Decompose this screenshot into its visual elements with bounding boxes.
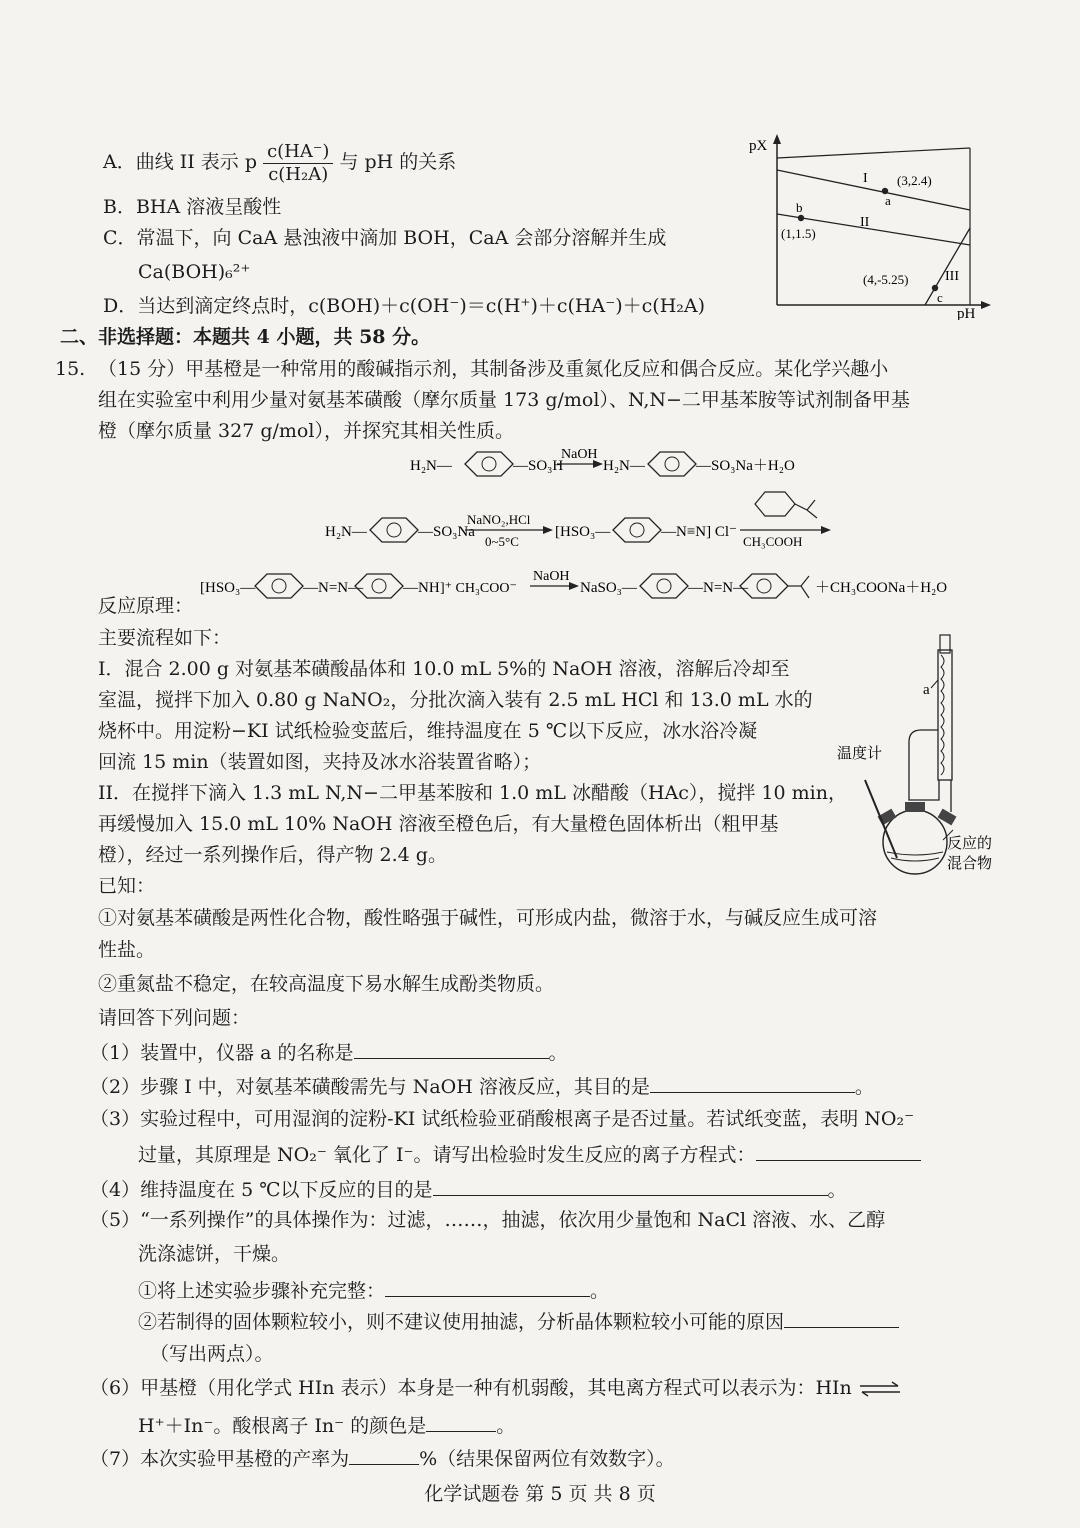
svg-text:NaOH: NaOH	[533, 569, 570, 584]
sub6-line2	[138, 1411, 515, 1439]
svg-text:0~5°C: 0~5°C	[485, 534, 519, 549]
option-c-line1: C．常温下，向 CaA 悬浊液中滴加 BOH，CaA 会部分溶解并生成	[103, 227, 667, 249]
equilibrium-arrow-icon	[858, 1381, 902, 1397]
q15-intro-line3: 橙（摩尔质量 327 g/mol），并探究其相关性质。	[98, 420, 514, 442]
svg-text:—SO₃H: —SO₃H	[513, 458, 564, 474]
flow-title: 主要流程如下：	[98, 627, 232, 649]
point-c-coord: (4,-5.25)	[863, 272, 909, 287]
svg-text:混合物: 混合物	[947, 854, 993, 872]
known1-line2: 性盐。	[98, 939, 156, 961]
answer-blank-6[interactable]	[426, 1411, 496, 1432]
svg-text:NaNO₂,HCl: NaNO₂,HCl	[467, 512, 531, 527]
fraction-denominator: c(H₂A)	[268, 163, 329, 185]
period: 。	[496, 1415, 516, 1437]
svg-text:—N=N—: —N=N—	[303, 580, 364, 596]
step1-line4: 回流 15 min（装置如图，夹持及冰水浴装置省略）；	[98, 751, 542, 773]
answer-blank-7[interactable]	[349, 1444, 419, 1465]
section-2-header: 二、非选择题：本题共 4 小题，共 58 分。	[60, 326, 431, 348]
sub3-line2-text: 过量，其原理是 NO₂⁻ 氧化了 I⁻。请写出检验时发生反应的离子方程式：	[138, 1144, 756, 1166]
answer-blank-4[interactable]	[433, 1175, 828, 1196]
svg-text:＋CH₃COONa＋H₂O: ＋CH₃COONa＋H₂O	[815, 580, 948, 596]
sub2	[90, 1072, 874, 1100]
point-a-label: a	[885, 193, 891, 208]
curve-i-label: I	[863, 171, 868, 186]
page-footer: 化学试题卷 第 5 页 共 8 页	[424, 1483, 656, 1505]
point-c-label: c	[937, 290, 943, 305]
sub1-text: （1）装置中，仪器 a 的名称是	[90, 1042, 354, 1064]
step2-line1: II．在搅拌下滴入 1.3 mL N,N−二甲基苯胺和 1.0 mL 冰醋酸（HAc），搅拌 10 min，	[98, 782, 847, 804]
sub3-line1: （3）实验过程中，可用湿润的淀粉-KI 试纸检验亚硝酸根离子是否过量。若试纸变蓝，表明 NO₂⁻	[90, 1108, 915, 1130]
svg-text:H₂N—: H₂N—	[325, 524, 367, 540]
answer-blank-5-2[interactable]	[784, 1307, 899, 1328]
sub6-line1-text: （6）甲基橙（用化学式 HIn 表示）本身是一种有机弱酸，其电离方程式可以表示为：HIn	[90, 1377, 852, 1399]
svg-text:]⁺ CH₃COO⁻: ]⁺ CH₃COO⁻	[440, 581, 517, 596]
answer-blank-3[interactable]	[756, 1140, 921, 1161]
svg-text:NaSO₃—: NaSO₃—	[580, 580, 637, 596]
curve-iii-label: III	[945, 269, 959, 284]
known-title: 已知：	[98, 875, 156, 897]
point-a-coord: (3,2.4)	[897, 173, 932, 188]
sub5-1-text: ①将上述实验步骤补充完整：	[138, 1280, 386, 1302]
period: 。	[590, 1280, 610, 1302]
step1-line2: 室温，搅拌下加入 0.80 g NaNO₂，分批次滴入装有 2.5 mL HCl 和 13.0 mL 水的	[98, 689, 813, 711]
svg-text:—SO₃Na＋H₂O: —SO₃Na＋H₂O	[696, 458, 795, 474]
period: 。	[854, 1076, 874, 1098]
sub4	[90, 1175, 847, 1203]
y-axis-label: pX	[749, 138, 768, 154]
point-b-coord: (1,1.5)	[781, 226, 816, 241]
answer-blank-5-1[interactable]	[385, 1276, 590, 1297]
svg-text:a: a	[923, 682, 930, 698]
sub3-line2	[138, 1140, 921, 1168]
svg-text:NaOH: NaOH	[561, 447, 598, 462]
period: 。	[827, 1179, 847, 1201]
svg-text:CH₃COOH: CH₃COOH	[743, 534, 803, 549]
svg-text:—N≡N] Cl⁻: —N≡N] Cl⁻	[661, 524, 737, 540]
svg-text:—SO₃Na: —SO₃Na	[418, 524, 475, 540]
sub2-text: （2）步骤 I 中，对氨基苯磺酸需先与 NaOH 溶液反应，其目的是	[90, 1076, 650, 1098]
svg-text:[HSO₃—: [HSO₃—	[555, 524, 611, 540]
sub5-2-text: ②若制得的固体颗粒较小，则不建议使用抽滤，分析晶体颗粒较小可能的原因	[138, 1311, 785, 1333]
sub4-text: （4）维持温度在 5 ℃以下反应的目的是	[90, 1179, 433, 1201]
sub5-2	[138, 1307, 899, 1335]
sub1	[90, 1038, 568, 1066]
svg-text:H₂N—: H₂N—	[410, 458, 452, 474]
svg-text:反应的: 反应的	[947, 834, 993, 852]
q15-intro-line1: （15 分）甲基橙是一种常用的酸碱指示剂，其制备涉及重氮化反应和偶合反应。某化学兴趣小	[98, 358, 889, 380]
svg-text:—N=N—: —N=N—	[688, 580, 749, 596]
q15-intro-line2: 组在实验室中利用少量对氨基苯磺酸（摩尔质量 173 g/mol）、N,N−二甲基苯胺等试剂制备甲基	[98, 389, 910, 411]
known2: ②重氮盐不稳定，在较高温度下易水解生成酚类物质。	[98, 973, 555, 995]
svg-text:温度计: 温度计	[837, 744, 883, 762]
option-d: D．当达到滴定终点时，c(BOH)＋c(OH⁻)＝c(H⁺)＋c(HA⁻)＋c(H₂A)	[103, 295, 706, 317]
sub7	[90, 1444, 675, 1472]
svg-text:[HSO₃—: [HSO₃—	[200, 580, 256, 596]
option-a-fraction	[263, 141, 333, 186]
reaction-scheme	[195, 440, 995, 620]
answer-blank-2[interactable]	[650, 1072, 855, 1093]
q15-number: 15.	[55, 358, 86, 380]
sub6-line2-text: H⁺＋In⁻。酸根离子 In⁻ 的颜色是	[138, 1415, 427, 1437]
known1-line1: ①对氨基苯磺酸是两性化合物，酸性略强于碱性，可形成内盐，微溶于水，与碱反应生成可溶	[98, 907, 878, 929]
curve-i	[777, 170, 970, 210]
step2-line3: 橙），经过一系列操作后，得产物 2.4 g。	[98, 844, 447, 866]
sub5-line1: （5）“一系列操作”的具体操作为：过滤，……，抽滤，依次用少量饱和 NaCl 溶液、水、乙醇	[90, 1209, 886, 1231]
sub5-1	[138, 1276, 609, 1304]
point-b	[798, 215, 804, 221]
step1-line3: 烧杯中。用淀粉−KI 试纸检验变蓝后，维持温度在 5 ℃以下反应，冰水浴冷凝	[98, 720, 758, 742]
reaction-principle-label: 反应原理：	[98, 595, 194, 617]
curve-iii	[925, 228, 970, 305]
period: 。	[548, 1042, 568, 1064]
x-axis-label: pH	[957, 306, 976, 320]
svg-text:H₂N—: H₂N—	[603, 458, 645, 474]
svg-text:—NH: —NH	[403, 580, 440, 596]
sub5-line2: 洗涤滤饼，干燥。	[138, 1243, 291, 1265]
sub7-text: （7）本次实验甲基橙的产率为	[90, 1448, 350, 1470]
sub7-tail: %（结果保留两位有效数字）。	[419, 1448, 675, 1470]
sub5-2-tail: （写出两点）。	[150, 1343, 274, 1365]
sub6-line1	[90, 1375, 902, 1401]
answer-prompt: 请回答下列问题：	[98, 1007, 251, 1029]
option-a	[103, 134, 456, 190]
curve-ii-label: II	[860, 215, 870, 230]
point-b-label: b	[796, 200, 803, 215]
answer-blank-1[interactable]	[354, 1038, 549, 1059]
option-a-suffix: 与 pH 的关系	[339, 151, 457, 173]
option-a-prefix: A．曲线 II 表示 p	[103, 151, 258, 173]
option-b: B．BHA 溶液呈酸性	[103, 196, 282, 218]
apparatus-diagram	[835, 630, 1010, 875]
fraction-numerator: c(HA⁻)	[263, 141, 333, 164]
px-ph-graph	[745, 130, 995, 320]
step1-line1: I．混合 2.00 g 对氨基苯磺酸晶体和 10.0 mL 5%的 NaOH 溶液，溶解后冷却至	[98, 658, 790, 680]
step2-line2: 再缓慢加入 15.0 mL 10% NaOH 溶液至橙色后，有大量橙色固体析出（粗甲基	[98, 813, 779, 835]
option-c-line2: Ca(BOH)₆²⁺	[138, 261, 251, 283]
